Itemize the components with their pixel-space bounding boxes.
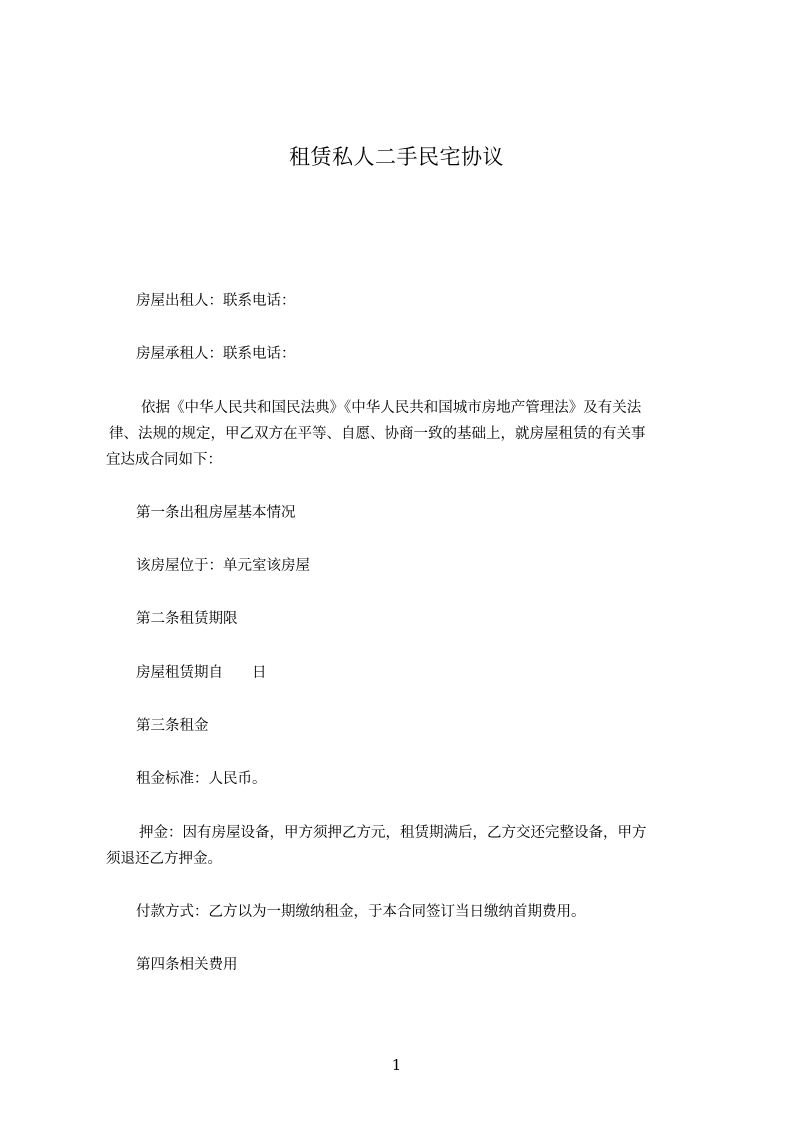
paragraph-lease-term	[106, 660, 708, 686]
paragraph-line: 房屋出租人：联系电话：	[136, 293, 296, 309]
page-number: 1	[391, 1056, 402, 1074]
paragraph-line: 宜达成合同如下：	[106, 452, 222, 468]
paragraph-lessee	[106, 341, 708, 367]
paragraph-line: 租金标准：人民币。	[136, 771, 267, 787]
heading-article-1	[106, 500, 708, 526]
paragraph-lessor	[106, 288, 708, 314]
paragraph-line: 房屋租赁期自 日	[136, 665, 267, 681]
paragraph-line: 押金：因有房屋设备，甲方须押乙方元，租赁期满后，乙方交还完整设备，甲方	[139, 825, 647, 841]
paragraph-line: 第三条租金	[136, 718, 209, 734]
document-title: 租赁私人二手民宅协议	[289, 145, 504, 169]
heading-article-2	[106, 606, 708, 632]
paragraph-line: 房屋承租人：联系电话：	[136, 346, 296, 362]
paragraph-legal-basis	[106, 395, 708, 473]
paragraph-line: 付款方式：乙方以为一期缴纳租金，于本合同签订当日缴纳首期费用。	[136, 904, 586, 920]
heading-article-3	[106, 713, 708, 739]
paragraph-line: 依据《中华人民共和国民法典》《中华人民共和国城市房地产管理法》及有关法	[141, 400, 642, 416]
paragraph-line: 该房屋位于：单元室该房屋	[136, 558, 310, 574]
paragraph-line: 第一条出租房屋基本情况	[136, 505, 296, 521]
paragraph-payment-method	[106, 899, 708, 925]
paragraph-line: 第二条租赁期限	[136, 611, 238, 627]
paragraph-line: 须退还乙方押金。	[106, 851, 222, 867]
paragraph-location	[106, 553, 708, 579]
paragraph-line: 第四条相关费用	[136, 957, 238, 973]
heading-article-4	[106, 952, 708, 978]
paragraph-deposit	[106, 820, 708, 872]
paragraph-rent-standard	[106, 766, 708, 792]
paragraph-line: 律、法规的规定，甲乙双方在平等、自愿、协商一致的基础上，就房屋租赁的有关事	[109, 426, 646, 442]
